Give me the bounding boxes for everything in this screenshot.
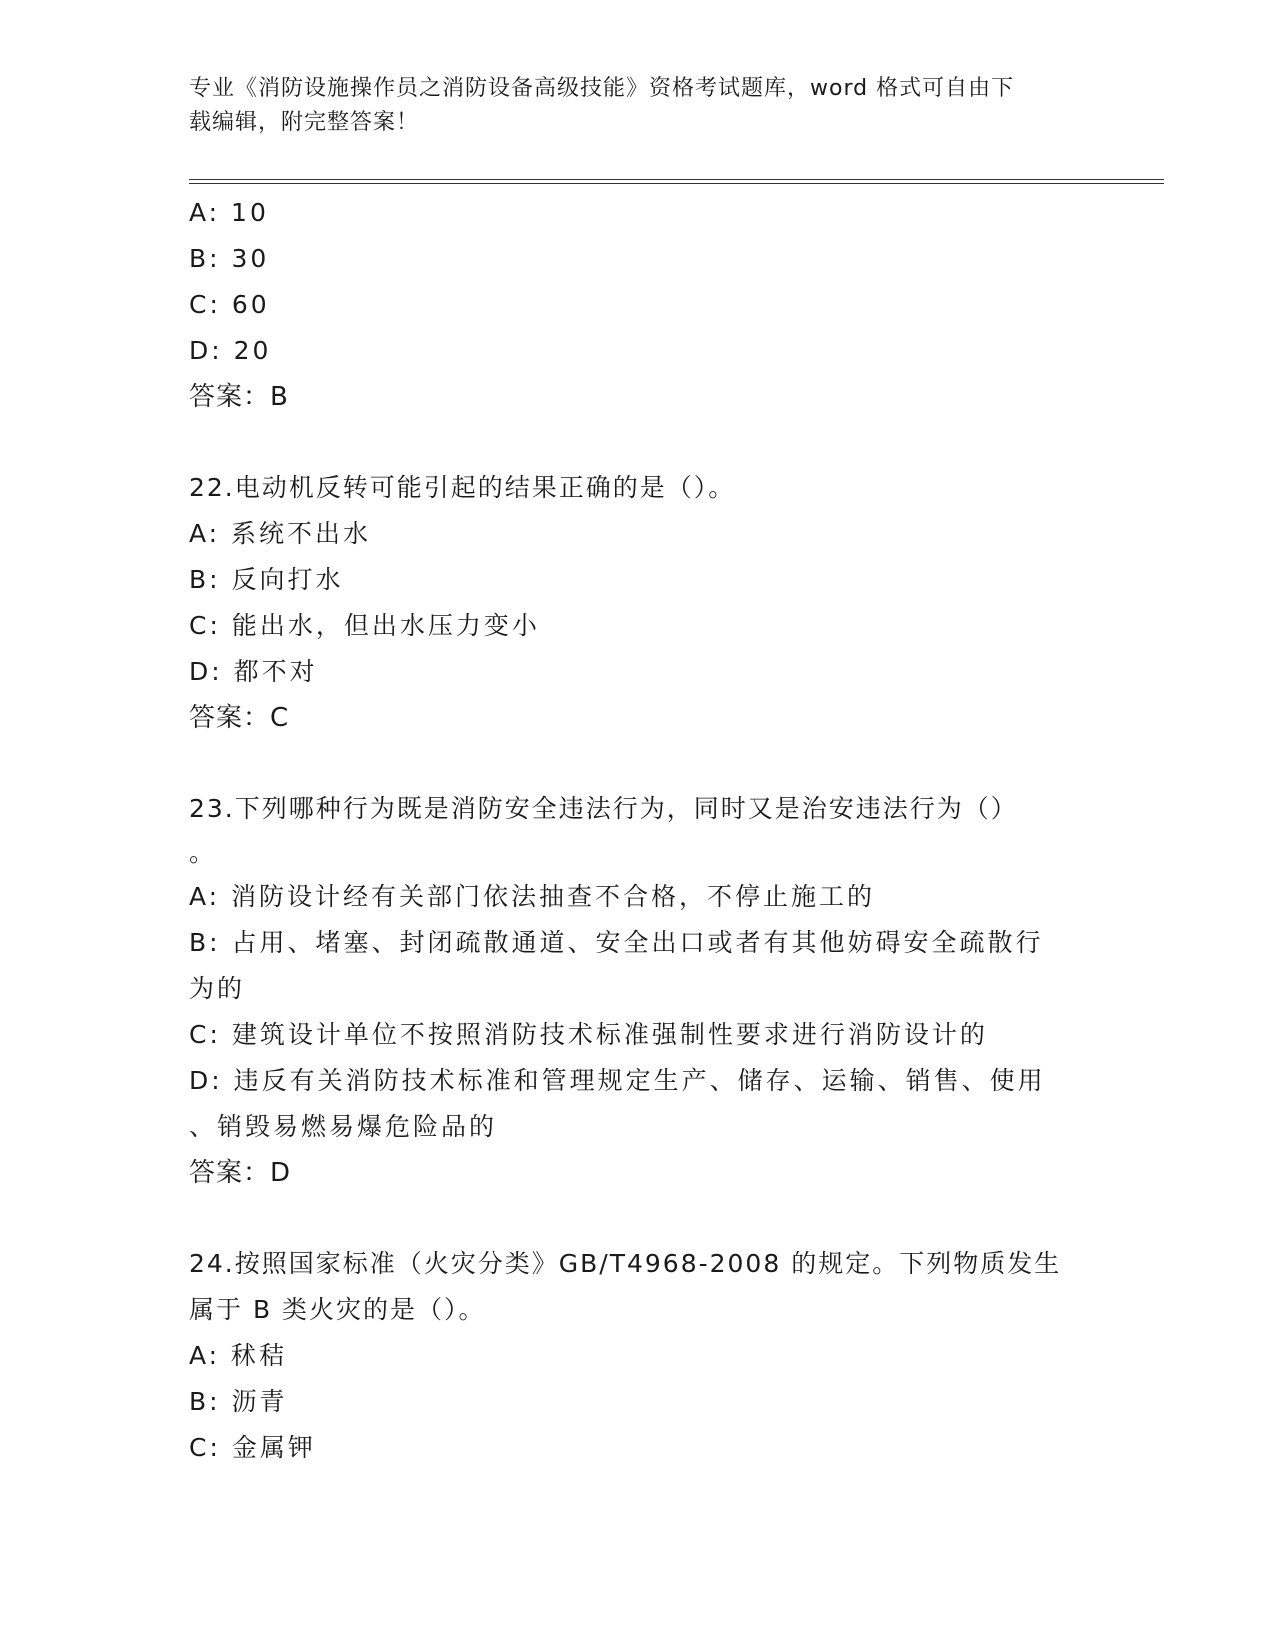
header-line-2: 载编辑，附完整答案！ bbox=[189, 110, 420, 135]
question-list bbox=[189, 190, 1089, 1471]
option-b-line-1: B: 占用、堵塞、封闭疏散通道、安全出口或者有其他妨碍安全疏散行 bbox=[189, 928, 1044, 957]
question-22 bbox=[189, 465, 1089, 741]
question-21 bbox=[189, 190, 1089, 420]
option-b: B: 反向打水 bbox=[189, 565, 344, 594]
answer-label: 答案：C bbox=[189, 703, 290, 733]
option-c: C: 60 bbox=[189, 290, 270, 319]
question-24 bbox=[189, 1241, 1089, 1471]
option-c: C: 金属钾 bbox=[189, 1433, 316, 1462]
question-title-line-1: 23.下列哪种行为既是消防安全违法行为，同时又是治安违法行为（） bbox=[189, 794, 1018, 823]
option-b: B: 30 bbox=[189, 244, 270, 273]
question-title-line-1: 24.按照国家标准（火灾分类》GB/T4968-2008 的规定。下列物质发生 bbox=[189, 1249, 1062, 1278]
question-title-line-2: 。 bbox=[189, 838, 218, 867]
option-d-line-2: 、销毁易燃易爆危险品的 bbox=[189, 1112, 498, 1141]
header-divider-bottom bbox=[189, 183, 1164, 184]
option-a: A: 系统不出水 bbox=[189, 519, 372, 548]
option-b-line-2: 为的 bbox=[189, 974, 246, 1003]
option-a: A: 消防设计经有关部门依法抽查不合格，不停止施工的 bbox=[189, 882, 876, 911]
answer-label: 答案：D bbox=[189, 1158, 292, 1188]
answer-label: 答案：B bbox=[189, 382, 289, 412]
option-d: D: 20 bbox=[189, 336, 272, 365]
option-c: C: 能出水，但出水压力变小 bbox=[189, 611, 540, 640]
option-a: A: 秫秸 bbox=[189, 1341, 288, 1370]
header-line-1: 专业《消防设施操作员之消防设备高级技能》资格考试题库，word 格式可自由下 bbox=[189, 76, 1015, 101]
option-a: A: 10 bbox=[189, 198, 269, 227]
option-d: D: 都不对 bbox=[189, 657, 318, 686]
question-23 bbox=[189, 786, 1089, 1196]
document-header bbox=[189, 72, 1069, 140]
question-title-line-2: 属于 B 类火灾的是（）。 bbox=[189, 1295, 486, 1324]
option-b: B: 沥青 bbox=[189, 1387, 288, 1416]
header-divider-top bbox=[189, 179, 1164, 180]
question-title: 22.电动机反转可能引起的结果正确的是（）。 bbox=[189, 473, 736, 502]
option-d-line-1: D: 违反有关消防技术标准和管理规定生产、储存、运输、销售、使用 bbox=[189, 1066, 1046, 1095]
option-c: C: 建筑设计单位不按照消防技术标准强制性要求进行消防设计的 bbox=[189, 1020, 988, 1049]
